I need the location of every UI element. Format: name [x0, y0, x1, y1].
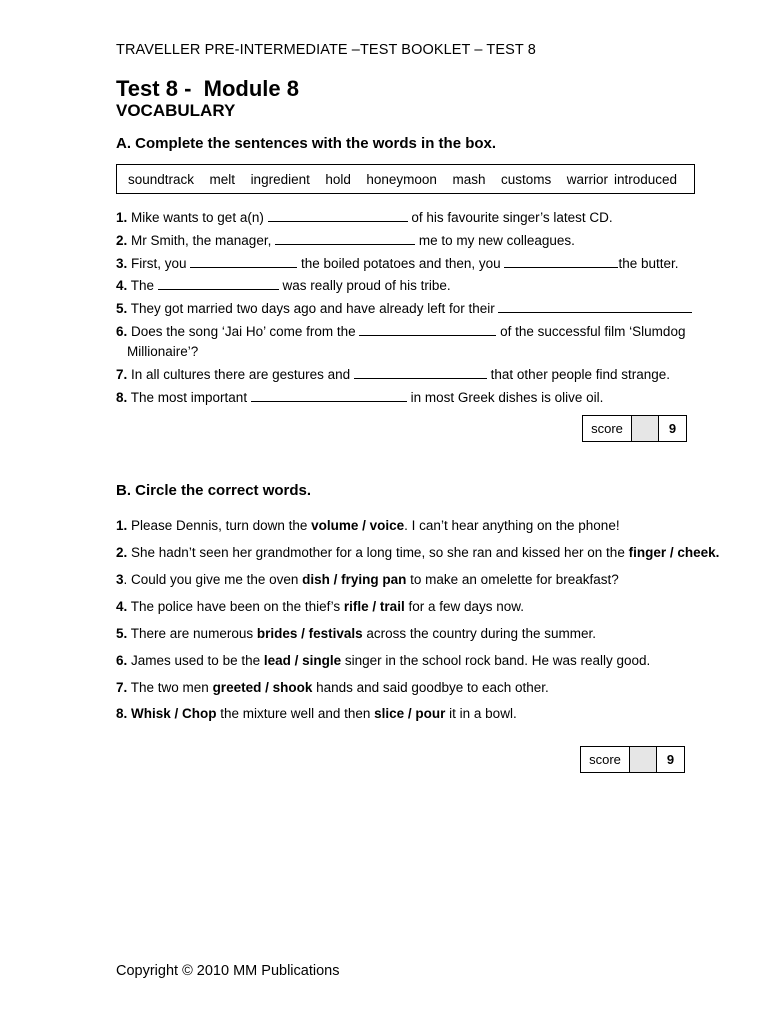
score-max: 9 — [668, 421, 677, 436]
answer-blank[interactable] — [504, 255, 618, 268]
section-heading: VOCABULARY — [116, 101, 236, 120]
word-box — [116, 164, 695, 194]
word-box-item: honeymoon — [366, 171, 437, 187]
score-box-b — [580, 746, 685, 773]
word-box-item: ingredient — [250, 171, 310, 187]
question-a4: 4. The was really proud of his tribe. — [116, 278, 451, 293]
word-choice[interactable]: finger / cheek. — [628, 545, 720, 560]
section-b-instruction: B. Circle the correct words. — [116, 482, 312, 499]
word-choice[interactable]: slice / pour — [374, 706, 446, 721]
score-max: 9 — [666, 752, 675, 767]
score-input[interactable] — [632, 416, 659, 441]
question-b6: 6. James used to be the lead / single singer in the school rock band. He was really good. — [116, 653, 651, 668]
score-label: score — [583, 416, 632, 441]
word-choice[interactable]: Whisk / Chop — [131, 706, 217, 721]
answer-blank[interactable] — [359, 323, 496, 336]
question-a6: 6. Does the song ‘Jai Ho’ come from the of the successful film ‘Slumdog Millionaire’? — [116, 324, 686, 359]
question-b2: 2. She hadn’t seen her grandmother for a long time, so she ran and kissed her on the finger / cheek. — [116, 545, 720, 560]
word-choice[interactable]: rifle / trail — [343, 599, 405, 614]
score-input[interactable] — [630, 747, 657, 772]
word-box-item: warrior — [566, 171, 608, 187]
worksheet-page — [116, 0, 736, 1024]
score-box-a — [582, 415, 687, 442]
question-a5: 5. They got married two days ago and have already left for their — [116, 299, 692, 319]
answer-blank[interactable] — [158, 277, 279, 290]
answer-blank[interactable] — [268, 209, 408, 222]
answer-blank[interactable] — [275, 232, 415, 245]
answer-blank[interactable] — [498, 300, 692, 313]
page-title: Test 8 - Module 8 — [116, 76, 299, 101]
word-choice[interactable]: brides / festivals — [256, 626, 363, 641]
word-choice[interactable]: volume / voice — [311, 518, 405, 533]
question-b5: 5. There are numerous brides / festivals across the country during the summer. — [116, 626, 597, 641]
word-choice[interactable]: greeted / shook — [212, 680, 313, 695]
question-a1: 1. Mike wants to get a(n) of his favourite singer’s latest CD. — [116, 210, 613, 225]
question-b4: 4. The police have been on the thief’s rifle / trail for a few days now. — [116, 599, 525, 614]
word-box-item: introduced — [614, 171, 678, 187]
word-box-item: melt — [209, 171, 236, 187]
question-b3: 3. Could you give me the oven dish / frying pan to make an omelette for breakfast? — [116, 572, 619, 587]
answer-blank[interactable] — [190, 255, 297, 268]
word-box-item: hold — [325, 171, 351, 187]
word-box-item: mash — [452, 171, 486, 187]
question-b1: 1. Please Dennis, turn down the volume / voice. I can’t hear anything on the phone! — [116, 518, 620, 533]
question-a8: 8. The most important in most Greek dishes is olive oil. — [116, 390, 604, 405]
question-a3: 3. First, you the boiled potatoes and then, you the butter. — [116, 256, 679, 271]
answer-blank[interactable] — [251, 389, 407, 402]
word-choice[interactable]: lead / single — [263, 653, 342, 668]
word-box-item: customs — [500, 171, 552, 187]
answer-blank[interactable] — [354, 366, 487, 379]
question-a2: 2. Mr Smith, the manager, me to my new colleagues. — [116, 233, 575, 248]
question-b7: 7. The two men greeted / shook hands and said goodbye to each other. — [116, 680, 549, 695]
word-choice[interactable]: dish / frying pan — [302, 572, 407, 587]
question-b8: 8. Whisk / Chop the mixture well and then slice / pour it in a bowl. — [116, 706, 517, 721]
copyright-footer: Copyright © 2010 MM Publications — [116, 963, 340, 979]
word-box-item: soundtrack — [128, 171, 195, 187]
score-label: score — [581, 747, 630, 772]
section-a-instruction: A. Complete the sentences with the words in the box. — [116, 135, 497, 152]
booklet-header: TRAVELLER PRE-INTERMEDIATE –TEST BOOKLET – TEST 8 — [116, 42, 536, 58]
question-a7: 7. In all cultures there are gestures and that other people find strange. — [116, 367, 671, 382]
